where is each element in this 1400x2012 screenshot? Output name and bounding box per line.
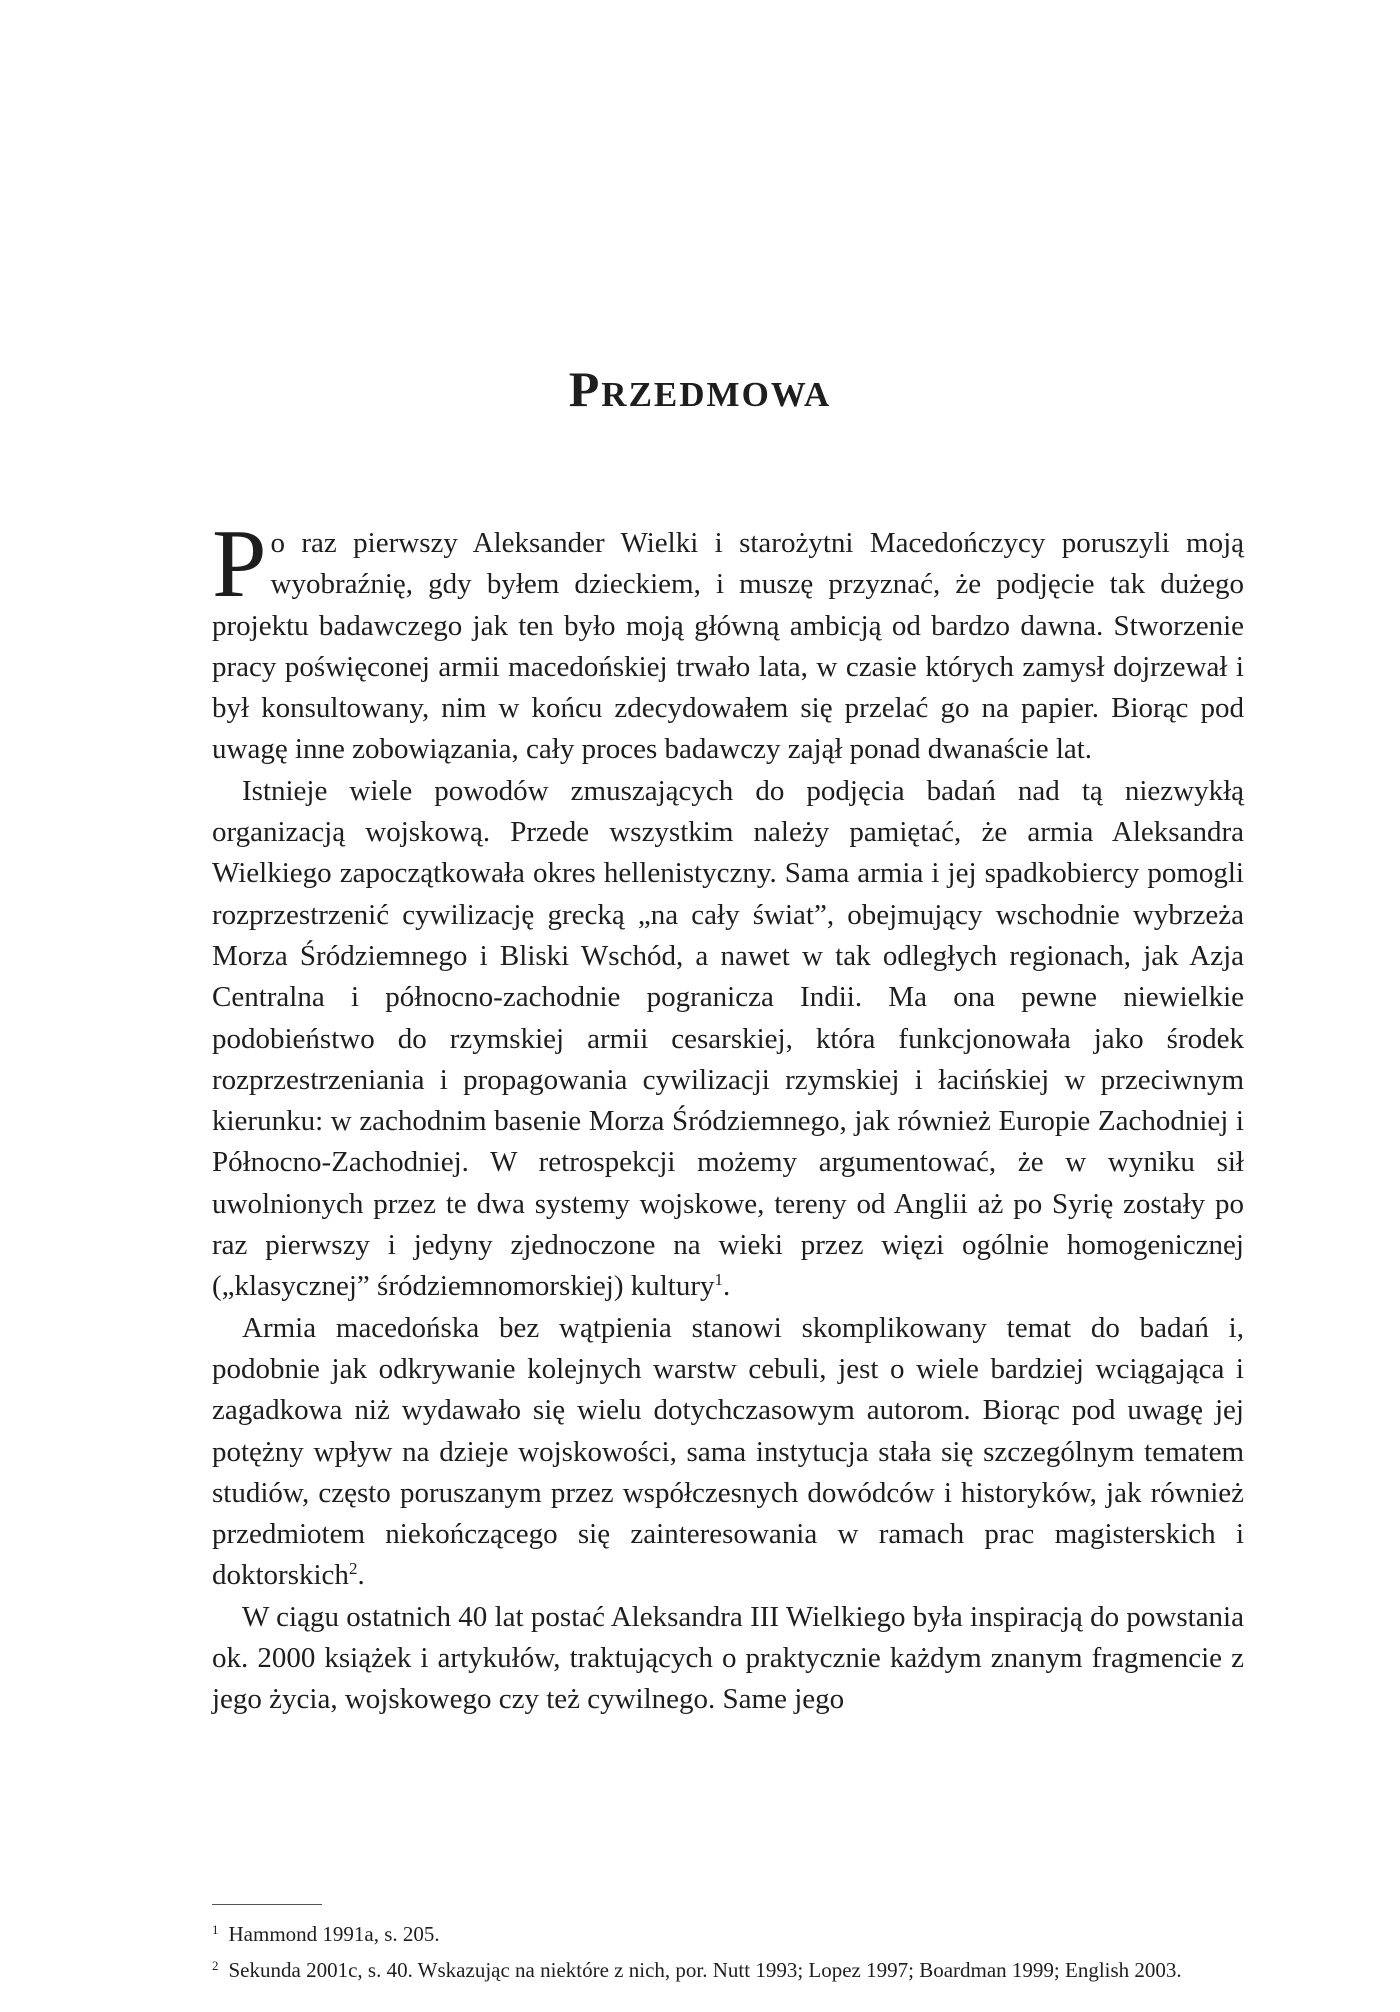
paragraph-4 xyxy=(212,1597,1244,1721)
paragraph-2: Istnieje wiele powodów zmuszających do podjęcia badań nad tą niezwykłą organizacją wojskową. Przede wszystkim należy pamiętać, że armia Aleksandra Wielkiego zapoczątkowała okres hellenistyczny. Sama armia i jej spadkobiercy pomogli rozprzestrzenić cywilizację grecką „na cały świat”, obejmujący wschodnie wybrzeża Morza Śródziemnego i Bliski Wschód, a nawet w tak odległych regionach, jak Azja Centralna i północno-zachodnie pogranicza Indii. Ma ona pewne niewielkie podobieństwo do rzymskiej armii cesarskiej, która funkcjonowała jako środek rozprzestrzeniania i propagowania cywilizacji rzymskiej i łacińskiej w przeciwnym kierunku: w zachodnim basenie Morza Śródziemnego, jak również Europie Zachodniej i Północno-Zachodniej. W retrospekcji możemy argumentować, że w wyniku sił uwolnionych przez te dwa systemy wojskowe, tereny od Anglii aż po Syrię zostały po raz pierwszy i jedyny zjednoczone na wieki przez więzi ogólnie homogenicznej („klasycznej” śródziemnomorskiej) kultury$^1$. xyxy=(212,774,1244,1303)
chapter-title: Przedmowa xyxy=(568,361,832,417)
paragraph-1 xyxy=(212,510,1244,771)
footnote-2 xyxy=(212,1952,1244,1988)
footnote-number: 1 xyxy=(212,1922,219,1937)
paragraph-3: Armia macedońska bez wątpienia stanowi skomplikowany temat do badań i, podobnie jak odkrywanie kolejnych warstw cebuli, jest o wiele bardziej wciągająca i zagadkowa niż wydawało się wielu dotychczasowym autorom. Biorąc pod uwagę jej potężny wpływ na dzieje wojskowości, sama instytucja stała się szczególnym tematem studiów, często poruszanym przez współczesnych dowódców i historyków, jak również przedmiotem niekończącego się zainteresowania w ramach prac magisterskich i doktorskich$^2$. xyxy=(212,1311,1244,1592)
footnote-text: Sekunda 2001c, s. 40. Wskazując na niektóre z nich, por. Nutt 1993; Lopez 1997; Boardman 1999; English 2003. xyxy=(228,1958,1182,1982)
footnote-1 xyxy=(212,1916,1244,1952)
footnote-ref-1[interactable]: 1 xyxy=(714,1270,724,1290)
body-text xyxy=(212,510,1244,1721)
footnote-text: Hammond 1991a, s. 205. xyxy=(228,1922,440,1946)
footnote-divider xyxy=(212,1904,322,1905)
paragraph-4-text: W ciągu ostatnich 40 lat postać Aleksandra III Wielkiego była inspiracją do powstania ok. 2000 książek i artykułów, traktujących o praktycznie każdym znanym fragmencie z jego życia, wojskowego czy też cywilnego. Same jego xyxy=(212,1600,1244,1716)
paragraph-2-text: Istnieje wiele powodów zmuszających do podjęcia badań nad tą niezwykłą organizacją wojskową. Przede wszystkim należy pamiętać, że armia Aleksandra Wielkiego zapoczątkowała okres hellenistyczny. Sama armia i jej spadkobiercy pomogli rozprzestrzenić cywilizację grecką „na cały świat”, obejmujący wschodnie wybrzeża Morza Śródziemnego i Bliski Wschód, a nawet w tak odległych regionach, jak Azja Centralna i północno-zachodnie pogranicza Indii. Ma ona pewne niewielkie podobieństwo do rzymskiej armii cesarskiej, która funkcjonowała jako środek rozprzestrzeniania i propagowania cywilizacji rzymskiej i łacińskiej w przeciwnym kierunku: w zachodnim basenie Morza Śródziemnego, jak również Europie Zachodniej i Północno-Zachodniej. W retrospekcji możemy argumentować, że w wyniku sił uwolnionych przez te dwa systemy wojskowe, tereny od Anglii aż po Syrię zostały po raz pierwszy i jedyny zjednoczone na wieki przez więzi ogólnie homogenicznej („klasycznej” śródziemnomorskiej) kultury xyxy=(212,774,1244,1303)
footnote-ref-2[interactable]: 2 xyxy=(348,1559,358,1579)
footnote-number: 2 xyxy=(212,1958,219,1973)
paragraph-3-text: Armia macedońska bez wątpienia stanowi skomplikowany temat do badań i, podobnie jak odkrywanie kolejnych warstw cebuli, jest o wiele bardziej wciągająca i zagadkowa niż wydawało się wielu dotychczasowym autorom. Biorąc pod uwagę jej potężny wpływ na dzieje wojskowości, sama instytucja stała się szczególnym tematem studiów, często poruszanym przez współczesnych dowódców i historyków, jak również przedmiotem niekończącego się zainteresowania w ramach prac magisterskich i doktorskich xyxy=(212,1311,1244,1592)
drop-cap: P xyxy=(212,510,267,618)
footnotes xyxy=(212,1916,1244,1988)
paragraph-1-text: o raz pierwszy Aleksander Wielki i starożytni Macedończycy poruszyli moją wyobraźnię, gdy byłem dzieckiem, i muszę przyznać, że podjęcie tak dużego projektu badawczego jak ten było moją główną ambicją od bardzo dawna. Stworzenie pracy poświęconej armii macedońskiej trwało lata, w czasie których zamysł dojrzewał i był konsultowany, nim w końcu zdecydowałem się przelać go na papier. Biorąc pod uwagę inne zobowiązania, cały proces badawczy zajął ponad dwanaście lat. xyxy=(212,527,1244,766)
